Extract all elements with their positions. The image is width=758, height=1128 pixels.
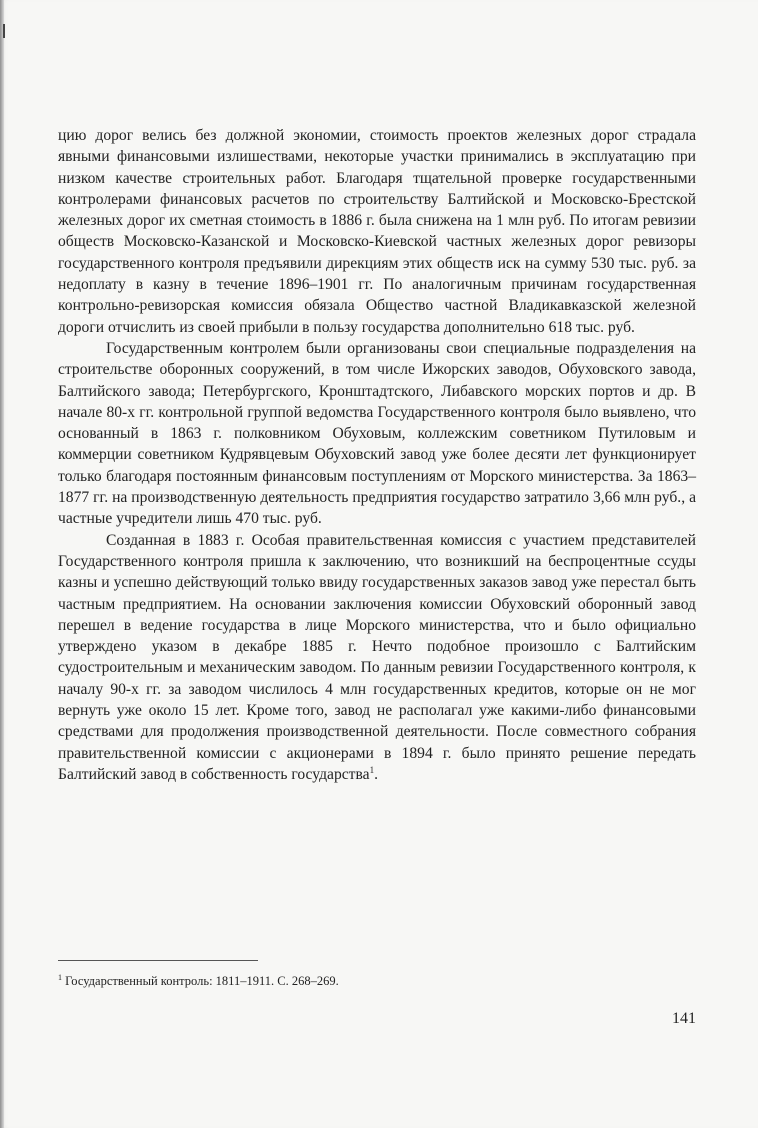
footnote-marker: 1: [58, 972, 62, 982]
paragraph-3-end: .: [374, 765, 378, 783]
paragraph-2: Государственным контролем были организованы свои специальные подразделения на строительстве оборонных сооружений, в том числе Ижорских заводов, Обуховского завода, Балтийского завода; Петербургского, Кронштадтского, Либавского морских портов и др. В начале 80-х гг. контрольной группой ведомства Государственного контроля было выявлено, что основанный в 1863 г. полковником Обуховым, коллежским советником Путиловым и коммерции советником Кудрявцевым Обуховский завод уже более десяти лет функционирует только благодаря постоянным финансовым поступлениям от Морского министерства. За 1863–1877 гг. на производственную деятельность предприятия государство затратило 3,66 млн руб., а частные учредители лишь 470 тыс. руб.: [58, 339, 696, 528]
footnote-text: Государственный контроль: 1811–1911. С. 268–269.: [65, 974, 339, 988]
binding-edge: [0, 0, 4, 1128]
footnote-reference: 1: [369, 764, 375, 775]
page-number: 141: [672, 1010, 696, 1027]
paragraph-1: цию дорог велись без должной экономии, стоимость проектов железных дорог страдала явными финансовыми излишествами, некоторые участки принимались в эксплуатацию при низком качестве строительных работ. Благодаря тщательной проверке государственными контролерами финансовых расчетов по строительству Балтийской и Московско-Брестской железных дорог их сметная стоимость в 1886 г. была снижена на 1 млн руб. По итогам ревизии обществ Московско-Казанской и Московско-Киевской частных железных дорог ревизоры государственного контроля предъявили дирекциям этих обществ иск на сумму 530 тыс. руб. за недоплату в казну в течение 1896–1901 гг. По аналогичным причинам государственная контрольно-ревизорская комиссия обязала Общество частной Владикавказской железной дороги отчислить из своей прибыли в пользу государства дополнительно 618 тыс. руб.: [58, 127, 696, 336]
body-text: [58, 125, 696, 785]
edge-mark: [3, 24, 5, 38]
footnote: [58, 973, 698, 989]
footnote-divider: [58, 960, 258, 961]
paragraph-3-text: Созданная в 1883 г. Особая правительственная комиссия с участием представителей Государственного контроля пришла к заключению, что возникший на беспроцентные ссуды казны и успешно действующий только ввиду государственных заказов завод уже перестал быть частным предприятием. На основании заключения комиссии Обуховский оборонный завод перешел в ведение государства в лице Морского министерства, что и было официально утверждено указом в декабре 1885 г. Нечто подобное произошло с Балтийским судостроительным и механическим заводом. По данным ревизии Государственного контроля, к началу 90-х гг. за заводом числилось 4 млн государственных кредитов, которые он не мог вернуть уже около 15 лет. Кроме того, завод не располагал уже какими-либо финансовыми средствами для продолжения производственной деятельности. После совместного собрания правительственной комиссии с акционерами в 1894 г. было принято решение передать Балтийский завод в собственность государства: [58, 531, 696, 783]
paragraph-3: [58, 530, 696, 786]
